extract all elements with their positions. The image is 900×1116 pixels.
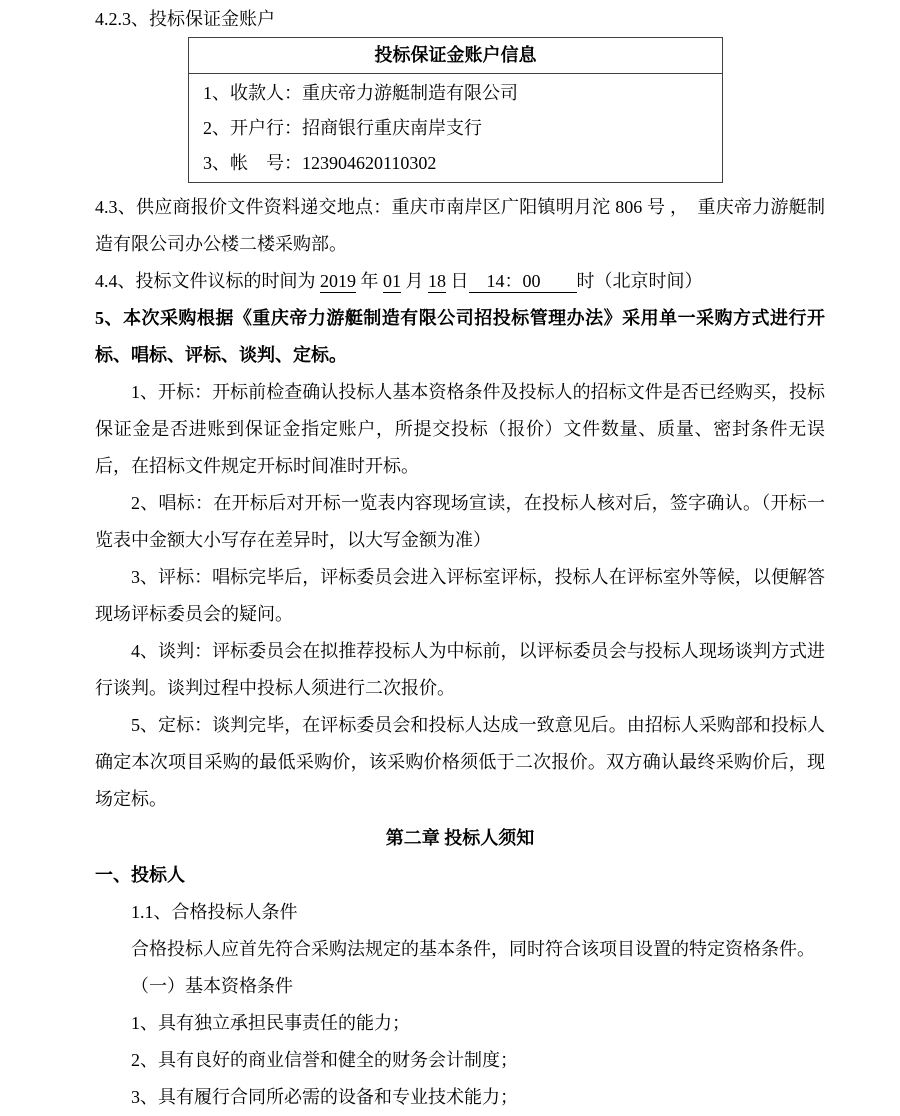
procedure-item-evaluation: 3、评标：唱标完毕后，评标委员会进入评标室评标，投标人在评标室外等候，以便解答现场评标委员会的疑问。 <box>95 567 825 624</box>
procedure-item-negotiation: 4、谈判：评标委员会在拟推荐投标人为中标前，以评标委员会与投标人现场谈判方式进行谈判。谈判过程中投标人须进行二次报价。 <box>95 641 825 698</box>
section-heading-1-1-qualified-bidder: 1.1、合格投标人条件 <box>131 902 298 922</box>
paragraph-qualified-bidder-intro: 合格投标人应首先符合采购法规定的基本条件，同时符合该项目设置的特定资格条件。 <box>131 939 815 959</box>
deposit-account-table <box>188 37 723 183</box>
basic-qualification-item-2: 2、具有良好的商业信誉和健全的财务会计制度； <box>131 1050 518 1070</box>
procedure-item-announcing: 2、唱标：在开标后对开标一览表内容现场宣读，在投标人核对后，签字确认。（开标一览表中金额大小写存在差异时，以大写金额为准） <box>95 493 825 550</box>
bid-clock-time-value: 14：00 <box>468 271 577 291</box>
deposit-table-title: 投标保证金账户信息 <box>189 38 722 74</box>
year-unit: 年 <box>356 271 383 291</box>
paragraph-4-4-bid-time <box>95 263 825 300</box>
deposit-table-row-payee: 1、收款人：重庆帝力游艇制造有限公司 <box>203 83 518 103</box>
day-unit: 日 <box>446 271 469 291</box>
month-unit: 月 <box>401 271 428 291</box>
procedure-item-award: 5、定标：谈判完毕，在评标委员会和投标人达成一致意见后。由招标人采购部和投标人确定本次项目采购的最低采购价，该采购价格须低于二次报价。双方确认最终采购价后，现场定标。 <box>95 715 825 809</box>
deposit-table-row-bank: 2、开户行：招商银行重庆南岸支行 <box>203 118 482 138</box>
deposit-table-body <box>189 74 722 182</box>
chapter-2-title: 第二章 投标人须知 <box>385 828 535 848</box>
heading-basic-qualifications: （一）基本资格条件 <box>131 976 293 996</box>
basic-qualification-item-3: 3、具有履行合同所必需的设备和专业技术能力； <box>131 1087 518 1107</box>
paragraph-4-3-delivery-address: 4.3、供应商报价文件资料递交地点：重庆市南岸区广阳镇明月沱 806 号 ， 重庆帝力游艇制造有限公司办公楼二楼采购部。 <box>95 197 825 254</box>
section-heading-bidders: 一、投标人 <box>95 865 185 885</box>
bid-time-label: 4.4、投标文件议标的时间为 <box>95 271 320 291</box>
basic-qualification-item-1: 1、具有独立承担民事责任的能力； <box>131 1013 410 1033</box>
deposit-table-row-account-number: 3、帐 号：123904620110302 <box>203 153 437 173</box>
bid-year-value: 2019 <box>320 271 356 291</box>
beijing-time-suffix: 时（北京时间） <box>576 271 703 291</box>
procedure-item-opening: 1、开标：开标前检查确认投标人基本资格条件及投标人的招标文件是否已经购买，投标保证金是否进账到保证金指定账户，所提交投标（报价）文件数量、质量、密封条件无误后，在招标文件规定开标时间准时开标。 <box>95 382 825 476</box>
section-heading-4-2-3: 4.2.3、投标保证金账户 <box>95 9 275 29</box>
bid-day-value: 18 <box>428 271 446 291</box>
paragraph-5-procurement-method: 5、本次采购根据《重庆帝力游艇制造有限公司招投标管理办法》采用单一采购方式进行开标、唱标、评标、谈判、定标。 <box>95 308 825 365</box>
bid-month-value: 01 <box>383 271 401 291</box>
